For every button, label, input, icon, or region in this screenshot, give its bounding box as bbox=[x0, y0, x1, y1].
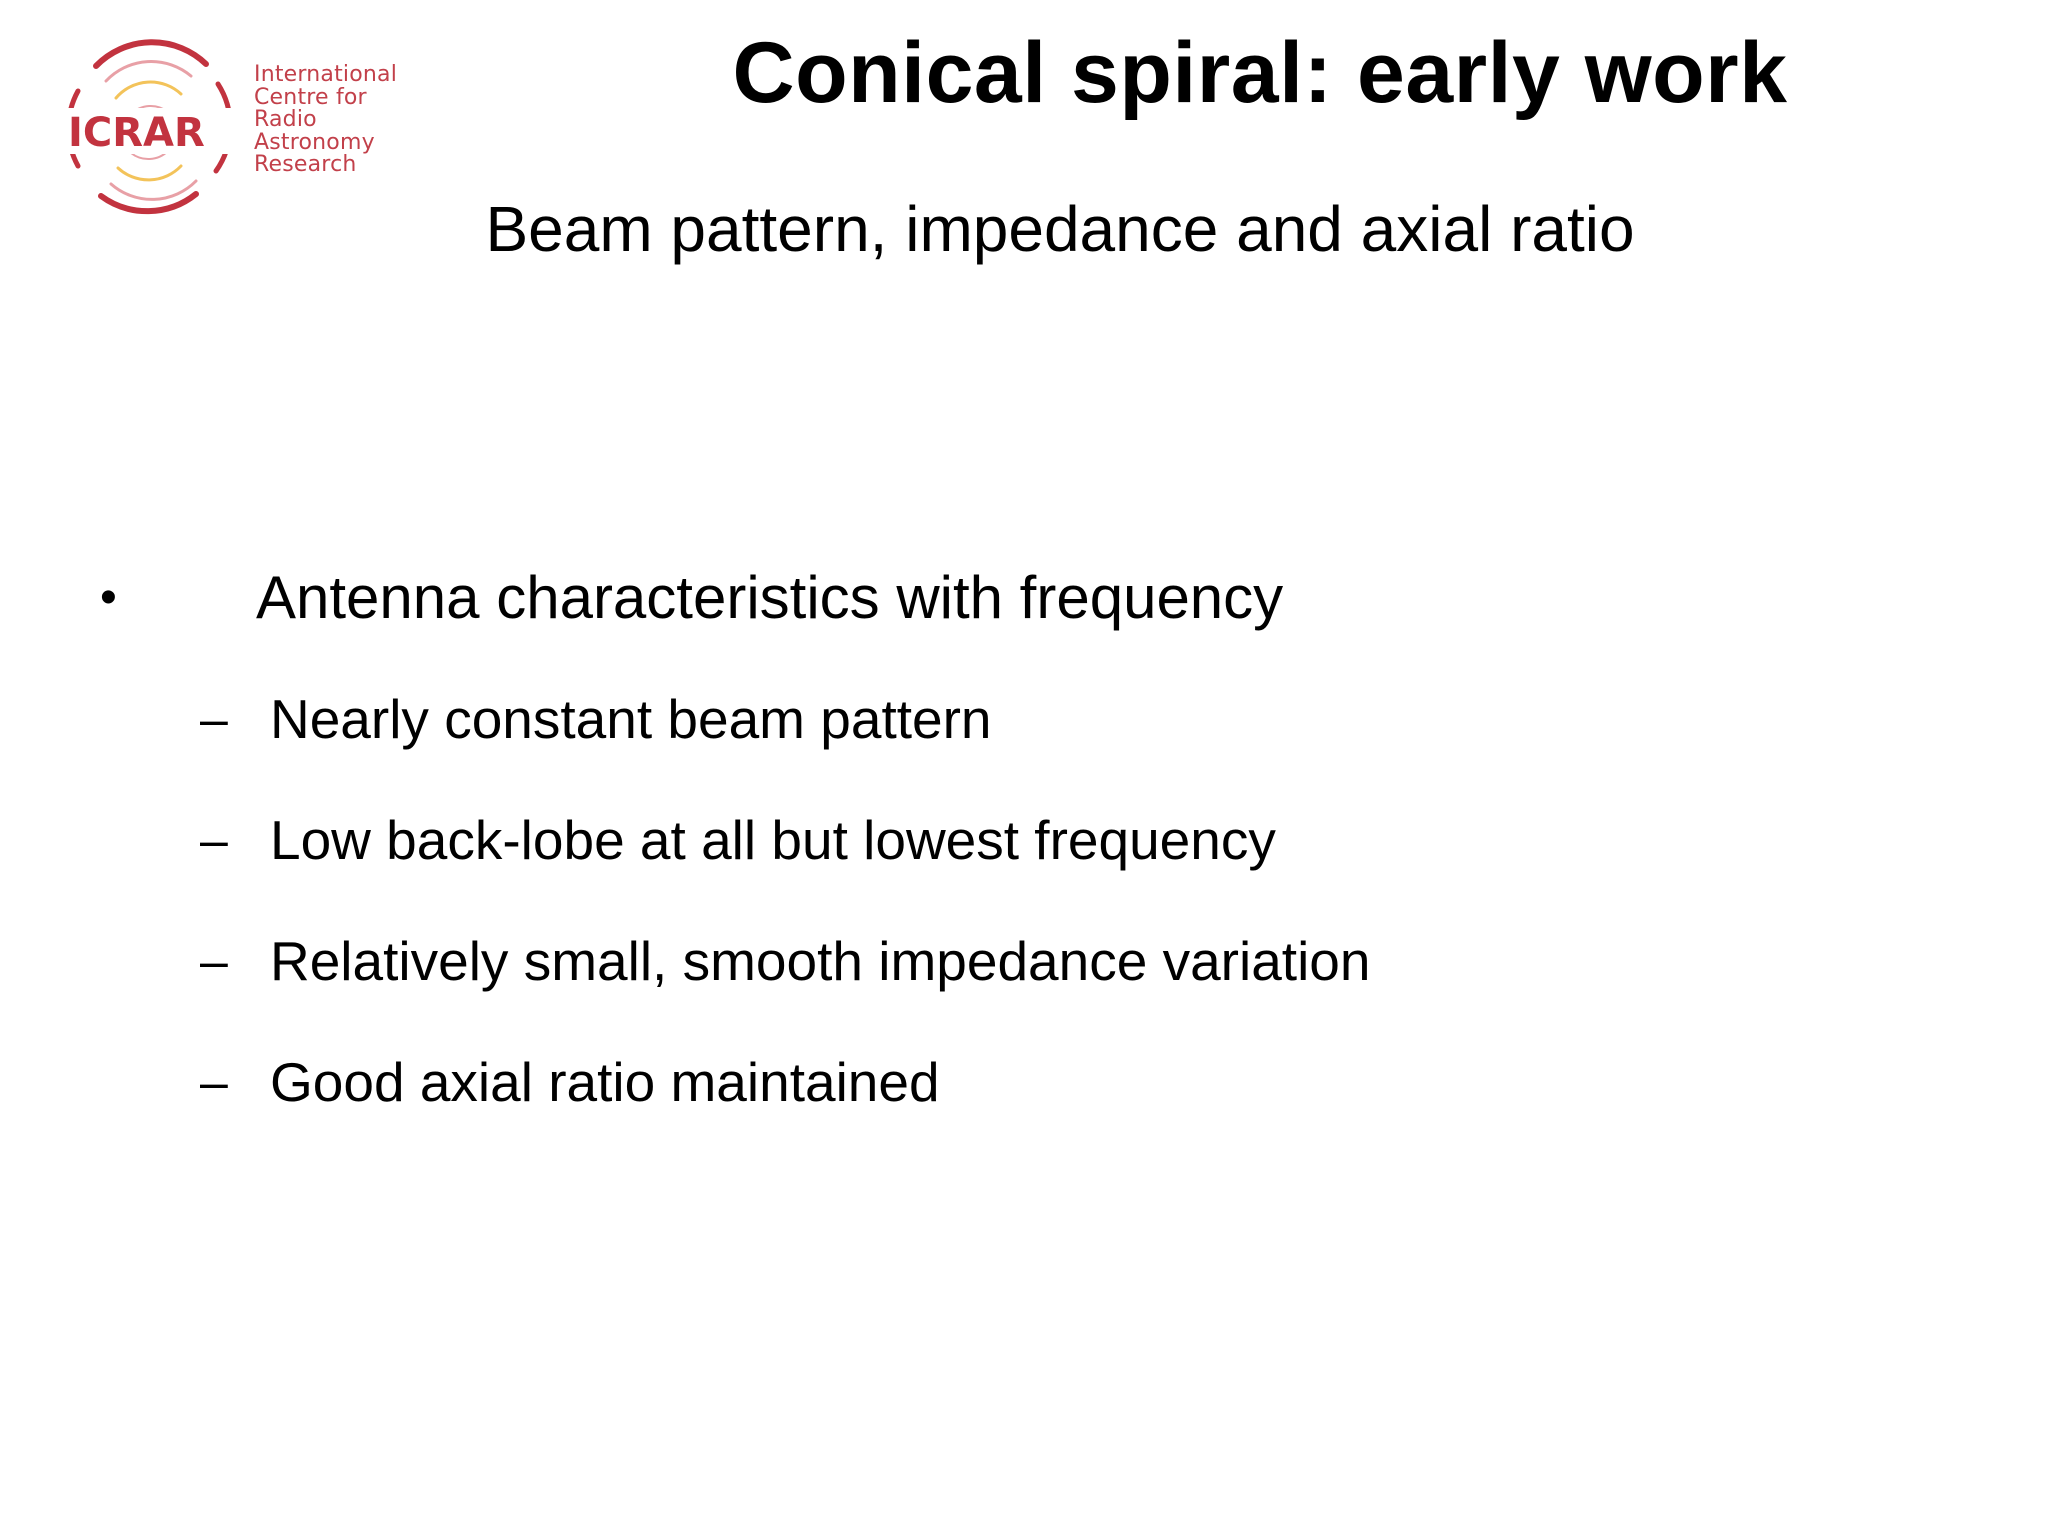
logo-line: Centre for bbox=[254, 84, 367, 110]
logo-line: Radio bbox=[254, 107, 317, 132]
sub-bullet-marker: – bbox=[200, 691, 228, 747]
bullet-text: Antenna characteristics with frequency bbox=[256, 564, 1284, 631]
sub-bullet-item bbox=[200, 926, 1900, 1047]
icrar-logo bbox=[56, 36, 416, 216]
sub-bullet-list bbox=[200, 684, 1900, 1168]
logo-line: International bbox=[254, 62, 398, 87]
icrar-rings-icon bbox=[56, 36, 246, 216]
slide-title: Conical spiral: early work bbox=[732, 25, 1788, 121]
sub-bullet-marker: – bbox=[200, 812, 228, 868]
logo-acronym: ICRAR bbox=[68, 110, 205, 156]
sub-bullet-marker: – bbox=[200, 1054, 228, 1110]
logo-line: Research bbox=[254, 152, 357, 177]
sub-bullet-item bbox=[200, 1047, 1900, 1168]
bullet-marker: • bbox=[100, 571, 117, 624]
sub-bullet-text: Relatively small, smooth impedance variation bbox=[270, 930, 1371, 992]
sub-bullet-marker: – bbox=[200, 933, 228, 989]
sub-bullet-text: Nearly constant beam pattern bbox=[270, 688, 992, 750]
logo-line: Astronomy bbox=[254, 129, 375, 155]
sub-bullet-text: Low back-lobe at all but lowest frequency bbox=[270, 809, 1276, 871]
slide-subtitle: Beam pattern, impedance and axial ratio bbox=[485, 193, 1635, 265]
sub-bullet-item bbox=[200, 684, 1900, 805]
sub-bullet-text: Good axial ratio maintained bbox=[270, 1051, 940, 1113]
logo-text bbox=[254, 64, 397, 177]
sub-bullet-item bbox=[200, 805, 1900, 926]
